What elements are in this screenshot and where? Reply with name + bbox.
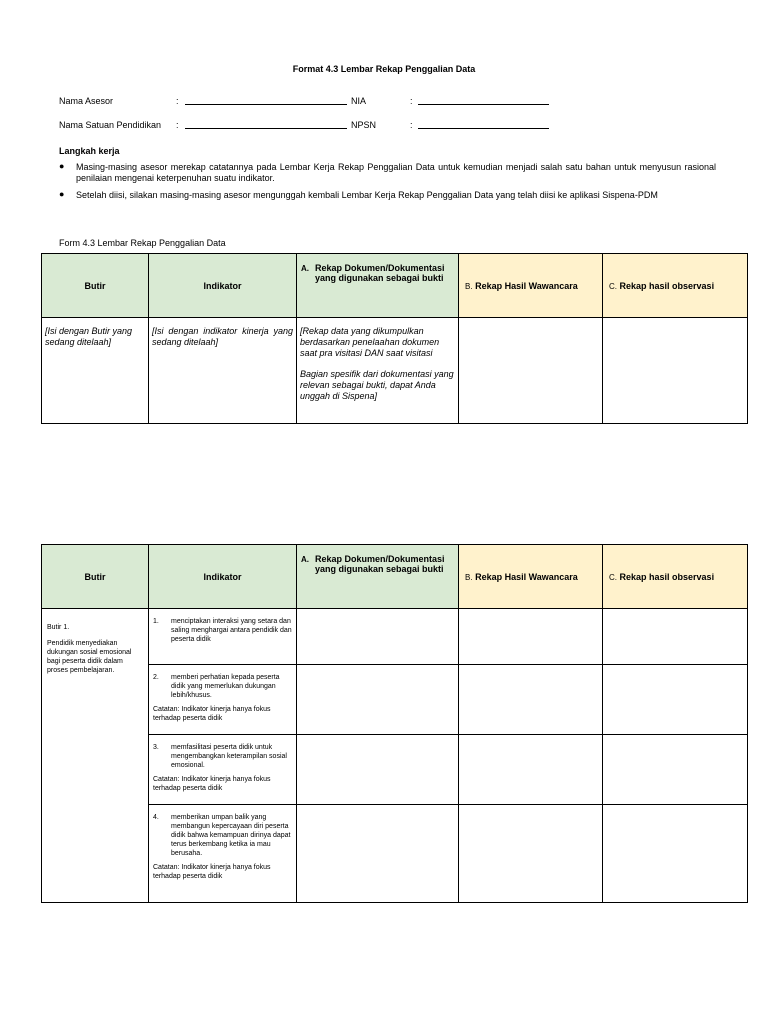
langkah-item: Setelah diisi, silakan masing-masing asesor mengunggah kembali Lembar Kerja Rekap Penggalian Data yang telah diisi ke aplikasi Sispena-PDM bbox=[76, 190, 658, 200]
bullet-icon: ● bbox=[59, 189, 65, 199]
header-rekap-observasi bbox=[603, 545, 748, 609]
wawancara-cell[interactable] bbox=[459, 805, 603, 903]
bullet-icon: ● bbox=[59, 161, 65, 171]
langkah-kerja-heading: Langkah kerja bbox=[59, 146, 120, 156]
langkah-item: Masing-masing asesor merekap catatannya pada Lembar Kerja Rekap Penggalian Data untuk kemudian menjadi salah satu bahan untuk menyusun rasional penilaian mengenai keterpenuhan suatu indikator. bbox=[76, 162, 716, 183]
dokumen-cell[interactable] bbox=[297, 318, 459, 424]
header-butir: Butir bbox=[42, 545, 149, 609]
header-rekap-wawancara bbox=[459, 254, 603, 318]
wawancara-cell[interactable] bbox=[459, 665, 603, 735]
nama-asesor-field[interactable] bbox=[185, 96, 347, 105]
npsn-field[interactable] bbox=[418, 120, 549, 129]
nama-satuan-field[interactable] bbox=[185, 120, 347, 129]
observasi-cell[interactable] bbox=[603, 609, 748, 665]
header-prefix: C. bbox=[609, 572, 617, 582]
header-rekap-wawancara bbox=[459, 545, 603, 609]
dokumen-cell[interactable] bbox=[297, 665, 459, 735]
indikator-cell[interactable]: [Isi dengan indikator kinerja yang sedang ditelaah] bbox=[149, 318, 297, 424]
indikator-cell[interactable] bbox=[149, 805, 297, 903]
butir-description: Pendidik menyediakan dukungan sosial emosional bagi peserta didik dalam proses pembelajaran. bbox=[47, 640, 132, 674]
indikator-note: Catatan: Indikator kinerja hanya fokus terhadap peserta didik bbox=[153, 776, 271, 792]
header-rekap-observasi bbox=[603, 254, 748, 318]
indikator-number: 4. bbox=[153, 814, 159, 821]
rekap-table-butir-1 bbox=[41, 544, 748, 903]
header-rekap-dokumen-label: Rekap Dokumen/Dokumentasi yang digunakan sebagai bukti bbox=[315, 554, 445, 574]
header-butir: Butir bbox=[42, 254, 149, 318]
indikator-note: Catatan: Indikator kinerja hanya fokus terhadap peserta didik bbox=[153, 706, 271, 722]
colon: : bbox=[176, 96, 179, 106]
header-rekap-dokumen bbox=[297, 545, 459, 609]
header-rekap-dokumen bbox=[297, 254, 459, 318]
header-prefix: A. bbox=[301, 264, 309, 273]
npsn-label: NPSN bbox=[351, 120, 377, 130]
header-rekap-wawancara-label: Rekap Hasil Wawancara bbox=[475, 280, 578, 291]
header-rekap-observasi-label: Rekap hasil observasi bbox=[619, 571, 715, 582]
dokumen-cell[interactable] bbox=[297, 609, 459, 665]
dokumen-cell[interactable] bbox=[297, 805, 459, 903]
indikator-number: 1. bbox=[153, 618, 159, 625]
colon: : bbox=[410, 120, 413, 130]
butir-cell[interactable] bbox=[42, 609, 149, 903]
dokumen-text: [Rekap data yang dikumpulkan berdasarkan penelaahan dokumen saat pra visitasi DAN saat visitasi bbox=[300, 326, 440, 358]
observasi-cell[interactable] bbox=[603, 318, 748, 424]
indikator-text: memberi perhatian kepada peserta didik yang memerlukan dukungan lebih/khusus. bbox=[171, 674, 280, 699]
colon: : bbox=[176, 120, 179, 130]
indikator-number: 3. bbox=[153, 744, 159, 751]
butir-cell[interactable]: [Isi dengan Butir yang sedang ditelaah] bbox=[42, 318, 149, 424]
indikator-note: Catatan: Indikator kinerja hanya fokus terhadap peserta didik bbox=[153, 864, 271, 880]
page-title: Format 4.3 Lembar Rekap Penggalian Data bbox=[292, 64, 476, 74]
indikator-text: memfasilitasi peserta didik untuk mengembangkan keterampilan sosial emosional. bbox=[171, 744, 287, 769]
rekap-table-template bbox=[41, 253, 748, 424]
wawancara-cell[interactable] bbox=[459, 609, 603, 665]
header-rekap-observasi-label: Rekap hasil observasi bbox=[619, 280, 715, 291]
observasi-cell[interactable] bbox=[603, 735, 748, 805]
indikator-number: 2. bbox=[153, 674, 159, 681]
nia-label: NIA bbox=[351, 96, 367, 106]
nama-asesor-label: Nama Asesor bbox=[59, 96, 114, 106]
indikator-cell[interactable] bbox=[149, 735, 297, 805]
dokumen-cell[interactable] bbox=[297, 735, 459, 805]
header-prefix: C. bbox=[609, 281, 617, 291]
header-indikator: Indikator bbox=[149, 545, 297, 609]
butir-title: Butir 1. bbox=[47, 624, 70, 631]
dokumen-text: Bagian spesifik dari dokumentasi yang relevan sebagai bukti, dapat Anda unggah di Sispena] bbox=[300, 369, 454, 401]
header-prefix: B. bbox=[465, 281, 473, 291]
header-rekap-dokumen-label: Rekap Dokumen/Dokumentasi yang digunakan sebagai bukti bbox=[315, 263, 445, 283]
nia-field[interactable] bbox=[418, 96, 549, 105]
indikator-cell[interactable] bbox=[149, 609, 297, 665]
indikator-text: memberikan umpan balik yang membangun kepercayaan diri peserta didik bahwa kemampuan dirinya dapat terus berkembang ketika ia mau berusaha. bbox=[171, 814, 291, 857]
form-caption: Form 4.3 Lembar Rekap Penggalian Data bbox=[59, 238, 226, 248]
colon: : bbox=[410, 96, 413, 106]
observasi-cell[interactable] bbox=[603, 665, 748, 735]
indikator-text: menciptakan interaksi yang setara dan saling menghargai antara pendidik dan peserta didik bbox=[171, 618, 292, 643]
nama-satuan-label: Nama Satuan Pendidikan bbox=[59, 120, 162, 130]
header-prefix: B. bbox=[465, 572, 473, 582]
header-indikator: Indikator bbox=[149, 254, 297, 318]
header-prefix: A. bbox=[301, 555, 309, 564]
header-rekap-wawancara-label: Rekap Hasil Wawancara bbox=[475, 571, 578, 582]
wawancara-cell[interactable] bbox=[459, 318, 603, 424]
observasi-cell[interactable] bbox=[603, 805, 748, 903]
wawancara-cell[interactable] bbox=[459, 735, 603, 805]
indikator-cell[interactable] bbox=[149, 665, 297, 735]
